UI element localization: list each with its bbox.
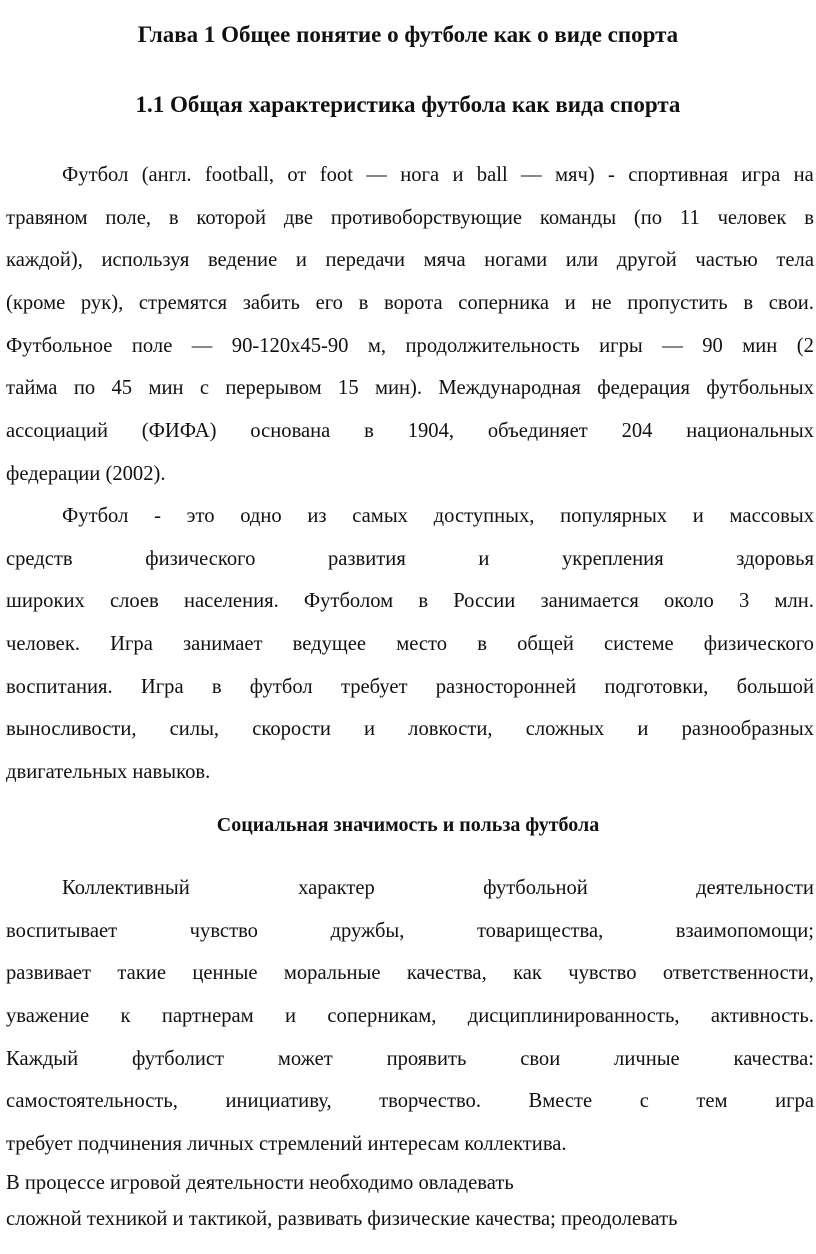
word: в [804, 206, 814, 229]
word: качества: [733, 1047, 814, 1070]
word: футбольной [483, 877, 588, 899]
word: другой [616, 249, 677, 272]
word: выносливости, [6, 718, 137, 741]
word: каждой), [6, 249, 83, 272]
word: (по [633, 206, 663, 229]
word: рук), [80, 292, 124, 315]
text-line [6, 910, 814, 953]
word: свои. [768, 292, 814, 315]
word: свои [520, 1047, 561, 1070]
word: пропустить [627, 292, 728, 315]
word: 11 [679, 206, 700, 229]
word: ловкости, [408, 718, 493, 741]
word: мин [148, 377, 184, 400]
word: чувство [568, 962, 637, 985]
word: - [154, 505, 161, 527]
word: тем [696, 1090, 728, 1113]
word: развития [327, 547, 406, 570]
word: 90 [702, 334, 723, 357]
word: в [168, 206, 179, 229]
word: силы, [169, 718, 220, 741]
word: с [199, 377, 210, 400]
word: здоровья [736, 547, 814, 570]
paragraph-football-definition [6, 154, 814, 496]
word: травяном [6, 206, 88, 229]
word: — [366, 164, 387, 186]
text-line [6, 239, 814, 282]
word: игра [775, 1090, 814, 1113]
word: такие [117, 962, 166, 985]
word: популярных [560, 505, 668, 527]
subheading-social-value: Социальная значимость и польза футбола [216, 814, 600, 836]
word: и [637, 718, 649, 741]
word: противоборствующие [330, 206, 523, 229]
word: Игра [140, 675, 184, 698]
word: средств [6, 547, 73, 570]
word: по [73, 377, 96, 400]
word: продолжительность [405, 334, 580, 357]
text-line [6, 867, 814, 910]
word: Футбольное [6, 334, 113, 357]
word: 45 [111, 377, 133, 400]
word: мяча [423, 249, 466, 272]
word: игра [741, 164, 781, 186]
word: укрепления [561, 547, 664, 570]
word: как [513, 962, 542, 985]
text-line [6, 580, 814, 623]
word: доступных, [433, 505, 535, 527]
word: воспитания. [6, 675, 113, 698]
word: нога [400, 164, 440, 186]
word: федерация [597, 377, 691, 400]
word: (англ. [141, 164, 192, 186]
word: в [364, 420, 374, 443]
word: которой [196, 206, 266, 229]
word: мяч) [554, 164, 595, 186]
word: две [283, 206, 314, 229]
text-line [6, 1080, 814, 1123]
word: Футбол [62, 164, 129, 186]
word: передачи [325, 249, 405, 272]
word: мин). [374, 377, 423, 400]
word: и [478, 547, 490, 570]
text-line [6, 1038, 814, 1081]
word: — [191, 334, 213, 357]
word: в [418, 590, 429, 613]
text-line [6, 995, 814, 1038]
text-line [6, 666, 814, 709]
word: ворота [384, 292, 443, 315]
word: ногами [484, 249, 548, 272]
word: требует [340, 675, 408, 698]
word: самых [352, 505, 408, 527]
word: моральные [283, 962, 381, 985]
word: проявить [386, 1047, 467, 1070]
word: забить [242, 292, 300, 315]
word: уважение [6, 1005, 90, 1028]
word: занимает [183, 633, 263, 656]
word: в [358, 292, 369, 315]
text-line: требует подчинения личных стремлений интересам коллектива. [6, 1133, 567, 1156]
word: частью [695, 249, 758, 272]
word: товарищества, [476, 919, 604, 942]
word: развивает [6, 962, 92, 985]
word: объединяет [487, 420, 588, 443]
word: с [639, 1090, 649, 1113]
word: России [453, 590, 516, 613]
chapter-title: Глава 1 Общее понятие о футболе как о виде спорта [137, 22, 679, 47]
text-line [6, 282, 814, 325]
word: foot [319, 164, 353, 186]
text-line: двигательных навыков. [6, 761, 211, 784]
word: и [564, 292, 576, 315]
word: (кроме [6, 292, 66, 315]
word: поле [131, 334, 173, 357]
word: соперникам, [327, 1005, 437, 1028]
word: стремятся [138, 292, 228, 315]
text-line [6, 623, 814, 666]
paragraph-game-activity [6, 1165, 814, 1237]
word: личные [614, 1047, 680, 1070]
word: не [591, 292, 612, 315]
word: — [521, 164, 542, 186]
word: и [285, 1005, 297, 1028]
word: может [277, 1047, 333, 1070]
word: перерывом [225, 377, 322, 400]
word: команды [539, 206, 617, 229]
text-line: В процессе игровой деятельности необходимо овладевать [6, 1172, 514, 1194]
word: и [364, 718, 376, 741]
text-line [6, 495, 814, 538]
text-line [6, 325, 814, 368]
word: (2 [796, 334, 814, 357]
word: футбольных [706, 377, 814, 400]
word: спортивная [628, 164, 729, 186]
word: человек. [6, 633, 80, 656]
word: — [662, 334, 683, 357]
word: ведение [207, 249, 278, 272]
word: слоев [109, 590, 159, 613]
word: скорости [252, 718, 331, 741]
word: ответственности, [662, 962, 814, 985]
word: 15 [338, 377, 359, 400]
word: сложных [525, 718, 605, 741]
word: населения. [183, 590, 279, 613]
word: и [692, 505, 704, 527]
word: ценные [192, 962, 258, 985]
word: football, [204, 164, 275, 186]
word: или [565, 249, 599, 272]
word: место [396, 633, 448, 656]
word: в [743, 292, 754, 315]
word: разнообразных [681, 718, 814, 741]
word: - [608, 164, 615, 186]
word: взаимопомощи; [675, 919, 814, 942]
word: (ФИФА) [141, 420, 217, 443]
word: на [793, 164, 814, 186]
word: и [452, 164, 464, 186]
word: 1904, [407, 420, 455, 443]
word: футбол [249, 675, 313, 698]
word: к [120, 1005, 131, 1028]
word: от [287, 164, 307, 186]
word: мин [742, 334, 778, 357]
word: инициативу, [225, 1090, 332, 1113]
text-line [6, 367, 814, 410]
word: тела [776, 249, 814, 272]
word: Футболом [303, 590, 394, 613]
word: поле, [105, 206, 152, 229]
word: дружбы, [330, 919, 405, 942]
text-line [6, 410, 814, 453]
word: одно [240, 505, 282, 527]
word: воспитывает [6, 919, 118, 942]
word: в [477, 633, 487, 656]
text-line [6, 197, 814, 240]
word: Международная [438, 377, 581, 400]
word: качества, [406, 962, 487, 985]
word: дисциплинированность, [467, 1005, 680, 1028]
word: физического [703, 633, 814, 656]
word: его [315, 292, 343, 315]
word: Коллективный [62, 877, 190, 899]
word: тайма [6, 377, 58, 400]
word: физического [145, 547, 256, 570]
word: массовых [729, 505, 814, 527]
word: ведущее [292, 633, 367, 656]
word: большой [736, 675, 814, 698]
text-line: федерации (2002). [6, 462, 166, 485]
text-line: сложной техникой и тактикой, развивать физические качества; преодолевать [6, 1208, 678, 1230]
text-line [6, 154, 814, 197]
word: человек [717, 206, 787, 229]
word: характер [298, 877, 375, 899]
word: в [211, 675, 222, 698]
word: активность. [710, 1005, 814, 1028]
word: игры [599, 334, 643, 357]
word: чувство [189, 919, 258, 942]
word: национальных [686, 420, 814, 443]
word: футболист [131, 1047, 225, 1070]
word: 90-120х45-90 [231, 334, 349, 357]
word: творчество. [379, 1090, 481, 1113]
word: самостоятельность, [6, 1090, 178, 1113]
word: соперника [458, 292, 550, 315]
text-line [6, 708, 814, 751]
word: занимается [540, 590, 639, 613]
word: из [307, 505, 327, 527]
word: Вместе [528, 1090, 593, 1113]
word: 3 [739, 590, 750, 613]
paragraph-collective-character [6, 867, 814, 1166]
word: используя [101, 249, 190, 272]
word: основана [250, 420, 331, 443]
word: и [295, 249, 307, 272]
section-title: 1.1 Общая характеристика футбола как вида спорта [135, 92, 681, 117]
word: Игра [110, 633, 153, 656]
word: млн. [774, 590, 814, 613]
word: деятельности [696, 877, 814, 899]
paragraph-football-accessibility [6, 495, 814, 794]
word: общей [517, 633, 574, 656]
word: ассоциаций [6, 420, 108, 443]
word: широких [6, 590, 85, 613]
word: около [663, 590, 714, 613]
text-line [6, 538, 814, 581]
word: Футбол [62, 505, 129, 527]
word: разносторонней [435, 675, 577, 698]
word: это [186, 505, 215, 527]
word: м, [367, 334, 387, 357]
word: ball [476, 164, 508, 186]
word: Каждый [6, 1047, 79, 1070]
word: подготовки, [604, 675, 709, 698]
word: партнерам [161, 1005, 254, 1028]
word: системе [604, 633, 674, 656]
text-line [6, 952, 814, 995]
word: 204 [621, 420, 653, 443]
